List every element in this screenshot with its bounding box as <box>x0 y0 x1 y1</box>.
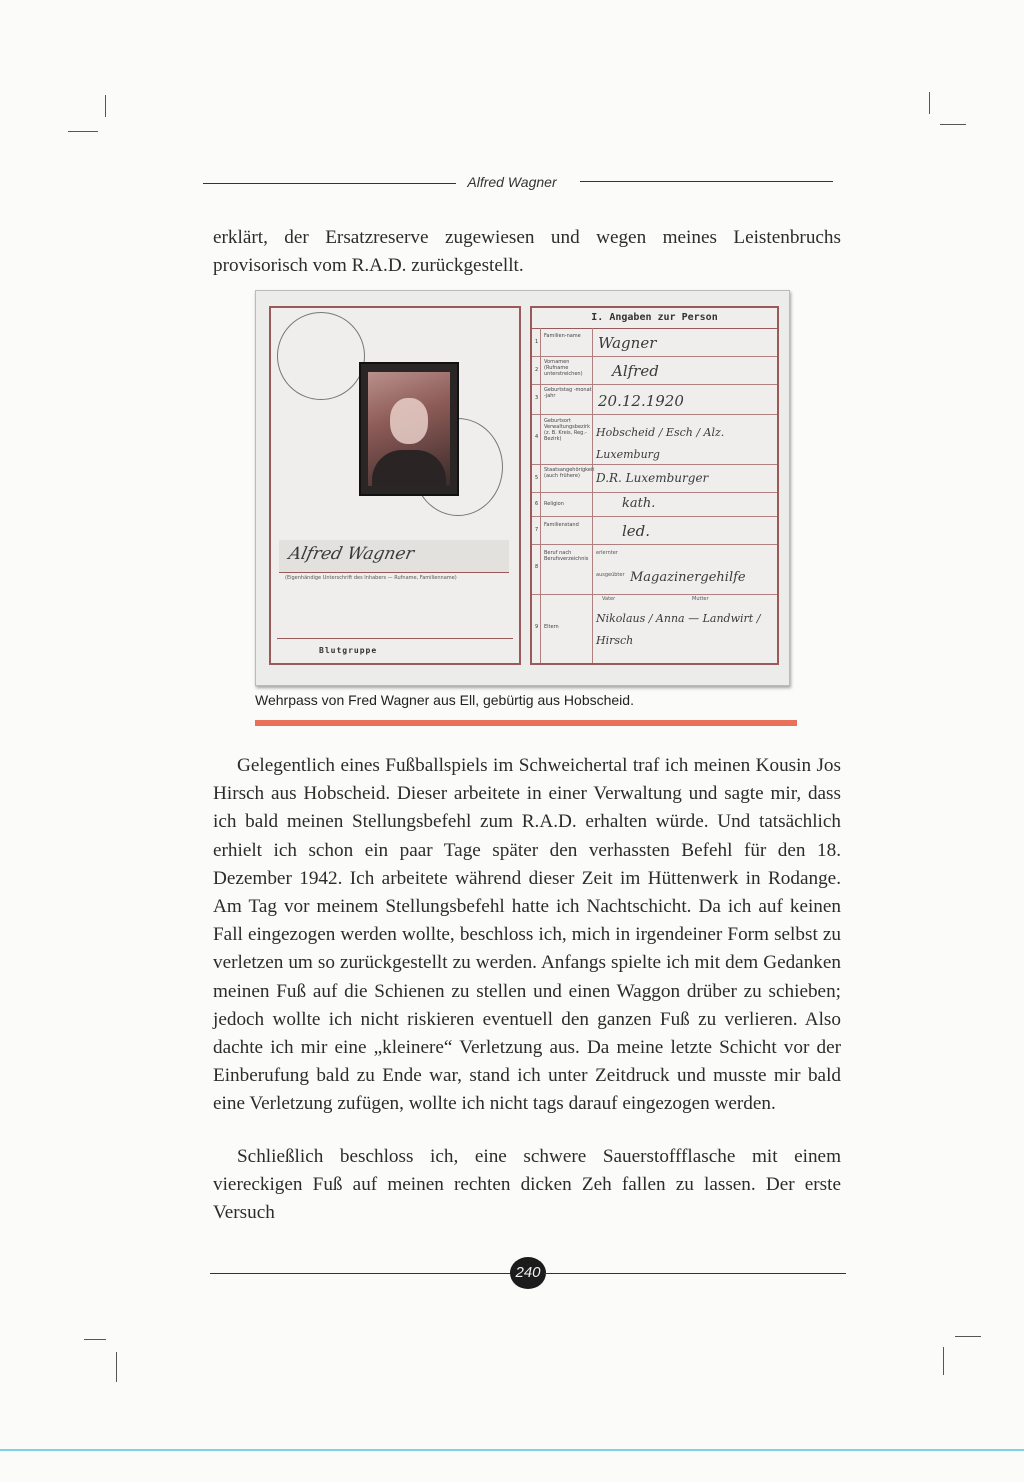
table-row: 9 Eltern Vater Mutter Nikolaus / Anna — Landwirt / Hirsch <box>532 594 777 663</box>
crop-mark <box>84 1339 106 1340</box>
field-value: 20.12.1920 <box>598 392 684 410</box>
field-value: Nikolaus / Anna — Landwirt / Hirsch <box>596 612 761 647</box>
field-value: kath. <box>622 496 656 511</box>
stamp <box>277 312 365 400</box>
crop-mark <box>68 131 98 132</box>
table-row: 3 Geburtstag -monat -jahr 20.12.1920 <box>532 384 777 415</box>
field-value: Wagner <box>598 334 657 352</box>
paragraph-3: Schließlich beschloss ich, eine schwere Sauerstoffflasche mit einem viereckigen Fuß auf meinen rechten dicken Zeh fallen zu lassen. Der erste Versuch <box>213 1146 841 1224</box>
wehrpass-figure <box>255 290 790 686</box>
page-number: 240 <box>510 1257 546 1289</box>
field-value: D.R. Luxemburger <box>596 471 709 485</box>
crop-mark <box>929 92 930 114</box>
crop-mark <box>955 1336 981 1337</box>
figure-caption: Wehrpass von Fred Wagner aus Ell, gebürtig aus Hobscheid. <box>255 692 634 708</box>
crop-mark <box>116 1352 117 1382</box>
signature-caption: (Eigenhändige Unterschrift des Inhabers — Rufname, Familienname) <box>285 575 457 581</box>
table-row: 4 Geburtsort Verwaltungsbezirk (z. B. Kreis, Reg.-Bezirk) Hobscheid / Esch / Alz. Luxemburg <box>532 414 777 465</box>
portrait-photo <box>359 362 459 496</box>
table-row: 7 Familienstand led. <box>532 516 777 545</box>
field-value: Alfred <box>612 362 659 380</box>
header-rule-right <box>580 181 833 182</box>
crop-mark <box>940 124 966 125</box>
table-row: 5 Staatsangehörigkeit (auch frühere) D.R. Luxemburger <box>532 464 777 493</box>
field-label: ausgeübter <box>596 572 625 578</box>
field-label: Mutter <box>692 596 709 602</box>
blood-group-label: Blutgruppe <box>319 646 378 655</box>
passport-left-page <box>269 306 521 665</box>
footer-rule-right <box>544 1273 846 1274</box>
section-title: I. Angaben zur Person <box>591 312 718 323</box>
field-value: Magazinergehilfe <box>630 570 746 585</box>
crop-mark <box>943 1347 944 1375</box>
footer-rule-left <box>210 1273 512 1274</box>
bottom-border-line <box>0 1449 1024 1451</box>
table-row: 2 Vornamen (Rufname unterstreichen) Alfred <box>532 356 777 385</box>
signature: Alfred Wagner <box>286 544 416 564</box>
table-row: 6 Religion kath. <box>532 492 777 517</box>
table-row: 1 Familien-name Wagner <box>532 328 777 357</box>
caption-accent-bar <box>255 720 797 726</box>
paragraph-1: erklärt, der Ersatzreserve zugewiesen und wegen meines Leistenbruchs provisorisch vom R.A.D. zurückgestellt. <box>213 227 841 277</box>
field-value: led. <box>622 522 651 540</box>
field-value: Hobscheid / Esch / Alz. Luxemburg <box>596 426 725 461</box>
field-label: Vater <box>602 596 616 602</box>
table-row: 8 Beruf nach Berufsverzeichnis erlernter ausgeübter Magazinergehilfe <box>532 544 777 595</box>
running-title: Alfred Wagner <box>467 174 557 190</box>
field-label: erlernter <box>596 550 618 556</box>
crop-mark <box>105 95 106 117</box>
paragraph-2: Gelegentlich eines Fußballspiels im Schweichertal traf ich meinen Kousin Jos Hirsch aus Hobscheid. Dieser arbeitete in einer Verwaltung und sagte mir, dass ich bald meinen Stellungsbefehl zum R.A.D. erhalten würde. Und tatsächlich erhielt ich schon ein paar Tage später den verhassten Befehl für den 18. Dezember 1942. Ich arbeitete während dieser Zeit im Hüttenwerk in Rodange. Am Tag vor meinem Stellungsbefehl hatte ich Nachtschicht. Da ich auf keinen Fall eingezogen werden wollte, beschloss ich, mich in irgendeiner Form selbst zu verletzen um so zurückgestellt zu werden. Anfangs spielte ich mit dem Gedanken meinen Fuß auf die Schienen zu stellen und einen Waggon drüber zu schieben; jedoch wollte ich nicht riskieren eventuell den ganzen Fuß zu verlieren. Also dachte ich mir eine „kleinere“ Verletzung aus. Da meine letzte Schicht vor der Einberufung bald zu Ende war, stand ich unter Zeitdruck und musste mir bald eine Verletzung zufügen, wollte ich nicht tags darauf eingezogen werden. <box>213 755 841 1115</box>
passport-right-page <box>530 306 779 665</box>
